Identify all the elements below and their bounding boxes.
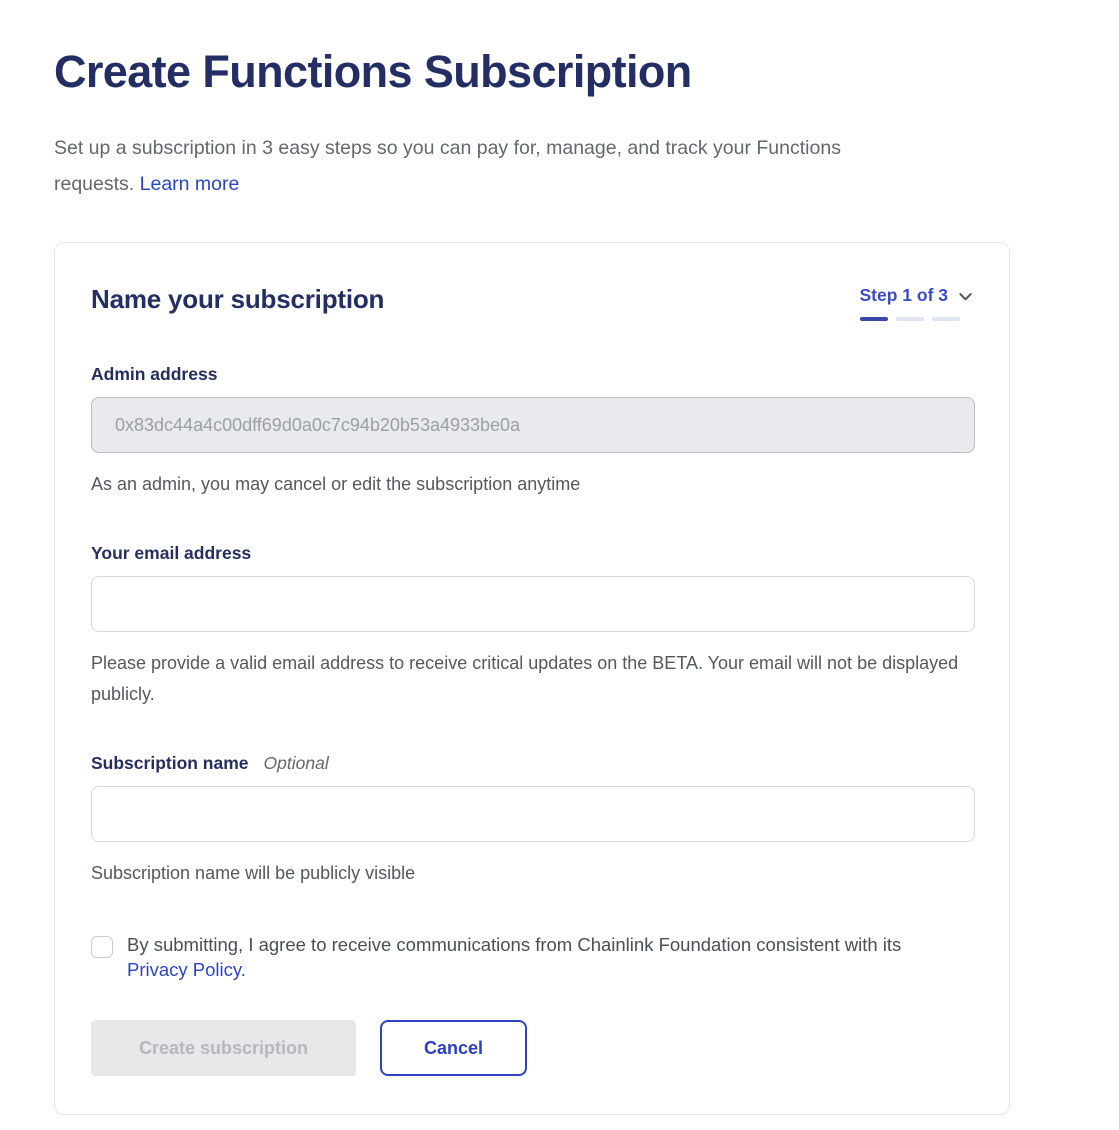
consent-text xyxy=(127,933,957,982)
page-subtitle xyxy=(54,130,916,202)
subscription-name-field-group xyxy=(91,752,973,889)
subscription-name-optional-label: Optional xyxy=(263,753,329,773)
admin-address-input xyxy=(91,397,975,453)
buttons-row xyxy=(91,1020,973,1076)
subscription-name-helper: Subscription name will be publicly visible xyxy=(91,863,416,883)
email-label: Your email address xyxy=(91,543,252,563)
progress-segment-2 xyxy=(896,317,924,321)
consent-text-suffix: . xyxy=(240,958,246,980)
admin-address-helper: As an admin, you may cancel or edit the subscription anytime xyxy=(91,474,581,494)
create-subscription-card xyxy=(54,242,1010,1115)
step-indicator-toggle[interactable] xyxy=(860,285,974,306)
progress-segment-1 xyxy=(860,317,888,321)
privacy-policy-link[interactable]: Privacy Policy xyxy=(127,958,241,980)
progress-segment-3 xyxy=(932,317,960,321)
cancel-button[interactable]: Cancel xyxy=(380,1020,527,1076)
learn-more-link[interactable]: Learn more xyxy=(139,173,240,195)
email-input[interactable] xyxy=(91,576,975,632)
step-label: Step 1 of 3 xyxy=(859,285,948,305)
subscription-name-label: Subscription name xyxy=(91,753,249,773)
email-helper: Please provide a valid email address to receive critical updates on the BETA. Your email will not be displayed publicly. xyxy=(91,653,959,704)
chevron-down-icon[interactable] xyxy=(958,289,973,304)
admin-address-field-group xyxy=(91,363,973,500)
step-progress-bar xyxy=(860,317,974,321)
create-subscription-button[interactable]: Create subscription xyxy=(91,1020,356,1076)
subscription-name-input[interactable] xyxy=(91,786,975,842)
card-header xyxy=(91,283,973,321)
consent-checkbox[interactable] xyxy=(91,936,113,958)
consent-row xyxy=(91,933,973,982)
card-heading: Name your subscription xyxy=(91,284,385,314)
page-title: Create Functions Subscription xyxy=(54,46,692,97)
page-subtitle-text: Set up a subscription in 3 easy steps so you can pay for, manage, and track your Functions requests. xyxy=(54,137,841,195)
step-indicator xyxy=(860,285,974,321)
admin-address-label: Admin address xyxy=(91,364,218,384)
email-field-group xyxy=(91,542,973,710)
consent-text-before-link: By submitting, I agree to receive communications from Chainlink Foundation consistent with its xyxy=(127,934,902,955)
